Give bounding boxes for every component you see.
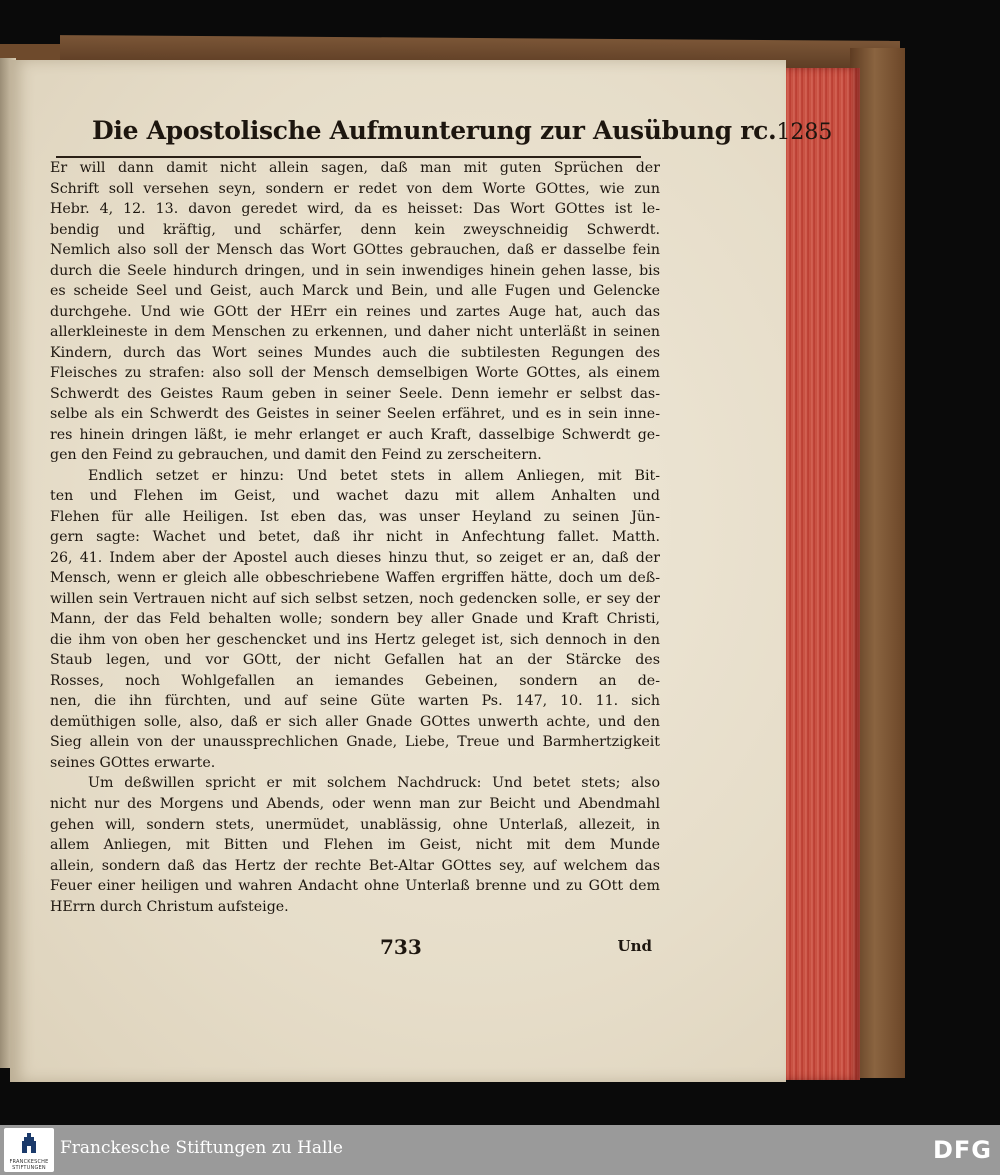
text-line: selbe als ein Schwerdt des Geistes in seiner Seelen erfähret, und es in sein inne- bbox=[50, 406, 660, 423]
catchword: Und bbox=[617, 937, 652, 955]
text-line: Mensch, wenn er gleich alle obbeschriebene Waffen ergriffen hätte, doch um deß- bbox=[50, 570, 660, 587]
text-line: Nemlich also soll der Mensch das Wort GOttes gebrauchen, daß er dasselbe fein bbox=[50, 242, 660, 259]
text-line: Endlich setzet er hinzu: Und betet stets in allem Anliegen, mit Bit- bbox=[88, 467, 660, 484]
text-line: allerkleineste in dem Menschen zu erkennen, und daher nicht unterläßt in seinen bbox=[50, 324, 660, 341]
text-line: HErrn durch Christum aufsteige. bbox=[50, 898, 289, 915]
text-line: durchgehe. Und wie GOtt der HErr ein reines und zartes Auge hat, auch das bbox=[50, 303, 660, 320]
text-line: seines GOttes erwarte. bbox=[50, 754, 216, 771]
text-line: gehen will, sondern stets, unermüdet, unablässig, ohne Unterlaß, allezeit, in bbox=[50, 816, 660, 833]
page-foot bbox=[100, 935, 652, 965]
text-line: Flehen für alle Heiligen. Ist eben das, was unser Heyland zu seinen Jün- bbox=[50, 508, 660, 525]
text-line: Schwerdt des Geistes Raum geben in seiner Seele. Denn iemehr er selbst das- bbox=[50, 385, 660, 402]
text-line: gern sagte: Wachet und betet, daß ihr nicht in Anfechtung fallet. Matth. bbox=[50, 529, 660, 546]
text-line: Er will dann damit nicht allein sagen, daß man mit guten Sprüchen der bbox=[50, 160, 660, 176]
viewer-footer-bar bbox=[0, 1125, 1000, 1175]
text-line: Feuer einer heiligen und wahren Andacht ohne Unterlaß brenne und zu GOtt dem bbox=[50, 878, 660, 895]
text-line: Kindern, durch das Wort seines Mundes auch die subtilesten Regungen des bbox=[50, 344, 660, 361]
logo-caption: FRANCKESCHE STIFTUNGEN bbox=[9, 1159, 49, 1171]
text-line: 26, 41. Indem aber der Apostel auch dieses hinzu thut, so zeiget er an, daß der bbox=[50, 549, 660, 566]
text-line: durch die Seele hindurch dringen, und in sein inwendiges hinein gehen lasse, bis bbox=[50, 262, 660, 279]
text-line: demüthigen solle, also, daß er sich aller Gnade GOttes unwerth achte, und den bbox=[50, 713, 660, 730]
franckesche-stiftungen-logo[interactable] bbox=[4, 1128, 54, 1172]
running-head bbox=[92, 116, 833, 145]
text-line: die ihm von oben her geschencket und ins Hertz geleget ist, sich dennoch in den bbox=[50, 631, 660, 648]
building-emblem-icon bbox=[21, 1133, 37, 1155]
dfg-logo[interactable]: DFG bbox=[932, 1136, 992, 1164]
text-line: allem Anliegen, mit Bitten und Flehen im Geist, nicht mit dem Munde bbox=[50, 837, 660, 854]
page-number: 1285 bbox=[776, 120, 833, 145]
text-line: Schrift soll versehen seyn, sondern er redet von dem Worte GOttes, wie zun bbox=[50, 180, 660, 197]
text-line: bendig und kräftig, und schärfer, denn kein zweyschneidig Schwerdt. bbox=[50, 221, 660, 238]
text-line: Fleisches zu strafen: also soll der Mensch demselbigen Worte GOttes, als einem bbox=[50, 365, 660, 382]
text-line: ten und Flehen im Geist, und wachet dazu mit allem Anhalten und bbox=[50, 488, 660, 505]
text-line: nen, die ihn fürchten, und auf seine Güte warten Ps. 147, 10. 11. sich bbox=[50, 693, 660, 710]
text-line: Rosses, noch Wohlgefallen an iemandes Gebeinen, sondern an de- bbox=[50, 672, 660, 689]
text-line: Mann, der das Feld behalten wolle; sondern bey aller Gnade und Kraft Christi, bbox=[50, 611, 660, 628]
text-line: res hinein dringen läßt, ie mehr erlanget er auch Kraft, dasselbige Schwerdt ge- bbox=[50, 426, 660, 443]
text-line: gen den Feind zu gebrauchen, und damit den Feind zu zerscheitern. bbox=[50, 447, 542, 464]
text-line: Staub legen, und vor GOtt, der nicht Gefallen hat an der Stärcke des bbox=[50, 652, 660, 669]
text-line: nicht nur des Morgens und Abends, oder wenn man zur Beicht und Abendmahl bbox=[50, 795, 660, 812]
running-title: Die Apostolische Aufmunterung zur Ausübung rc. bbox=[92, 116, 777, 145]
text-line: Um deßwillen spricht er mit solchem Nachdruck: Und betet stets; also bbox=[88, 775, 660, 792]
text-line: allein, sondern daß das Hertz der rechte Bet-Altar GOttes sey, auf welchem das bbox=[50, 857, 660, 874]
signature-mark: 733 bbox=[380, 935, 422, 959]
institution-name: Franckesche Stiftungen zu Halle bbox=[60, 1138, 343, 1158]
red-page-edges bbox=[780, 68, 860, 1080]
text-line: willen sein Vertrauen nicht auf sich selbst setzen, noch gedencken solle, er sey der bbox=[50, 590, 660, 607]
body-text bbox=[50, 158, 660, 917]
text-line: Sieg allein von der unaussprechlichen Gnade, Liebe, Treue und Barmhertzigkeit bbox=[50, 734, 660, 751]
text-line: es scheide Seel und Geist, auch Marck und Bein, und alle Fugen und Gelencke bbox=[50, 283, 660, 300]
text-line: Hebr. 4, 12. 13. davon geredet wird, da es heisset: Das Wort GOttes ist le- bbox=[50, 201, 660, 218]
